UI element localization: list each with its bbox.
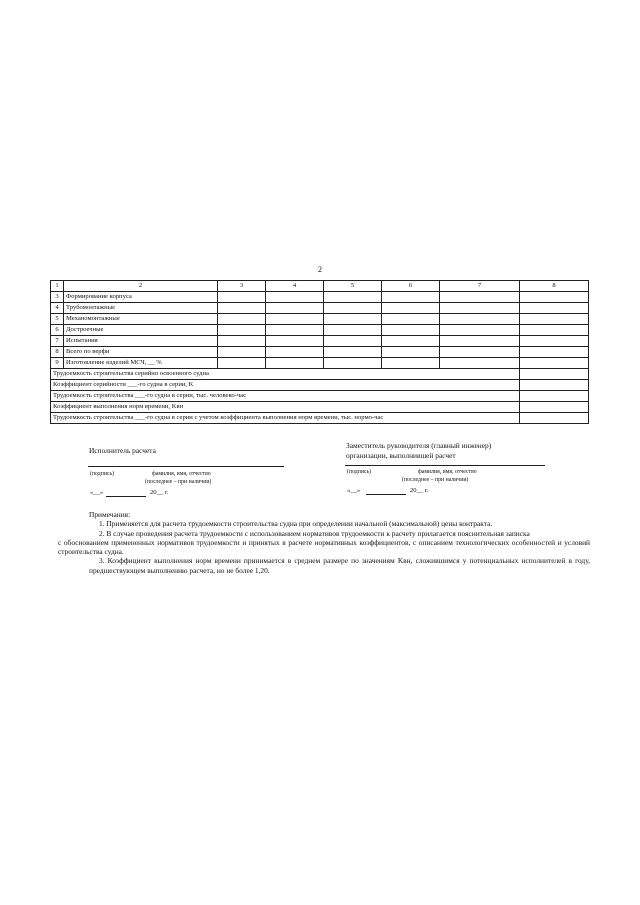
row-number: 3 (51, 292, 64, 303)
note-item: с обоснованием примененных нормативов трудоемкости и принятых в расчете нормативных коэффициентов, с описанием технологических особенностей и условий строительства судна. (58, 537, 590, 557)
executor-sign-label: (подпись) (90, 471, 115, 477)
labor-table (50, 280, 589, 424)
row-label: Формирование корпуса (64, 292, 218, 303)
summary-label: Коэффициент серийности ___-го судна в серии, K (51, 380, 520, 391)
summary-row (51, 413, 589, 424)
summary-label: Трудоемкость строительства ___-го судна в серии, тыс. человеко-час (51, 391, 520, 402)
row-number: 4 (51, 303, 64, 314)
executor-date-line (106, 496, 146, 497)
table-row (51, 325, 589, 336)
deputy-sign-label: (подпись) (347, 469, 372, 475)
executor-signature-line (88, 466, 284, 467)
row-number: 5 (51, 314, 64, 325)
header-cell: 7 (440, 281, 520, 292)
deputy-title-line2: организации, выполнившей расчет (346, 451, 456, 460)
summary-label: Коэффициент выполнения норм времени, Kвн (51, 402, 520, 413)
deputy-date-prefix: «__» (347, 487, 361, 494)
deputy-title-line1: Заместитель руководителя (главный инженер) (346, 441, 492, 450)
summary-label: Трудоемкость строительства серийно освоенного судна (51, 369, 520, 380)
deputy-date-line (366, 494, 406, 495)
row-number: 8 (51, 347, 64, 358)
header-cell: 5 (324, 281, 382, 292)
table-row (51, 303, 589, 314)
summary-row (51, 369, 589, 380)
header-cell: 2 (64, 281, 218, 292)
executor-name-sub: (последнее – при наличии) (145, 479, 212, 485)
executor-title: Исполнитель расчета (89, 446, 156, 455)
row-label: Механомонтажные (64, 314, 218, 325)
row-number: 7 (51, 336, 64, 347)
header-cell: 1 (51, 281, 64, 292)
row-label: Всего по верфи (64, 347, 218, 358)
row-label: Изготовление изделий МСЧ, __ % (64, 358, 218, 369)
executor-date-year: 20__ г. (150, 489, 169, 496)
table-row (51, 314, 589, 325)
row-number: 6 (51, 325, 64, 336)
header-cell: 6 (382, 281, 440, 292)
table-row (51, 347, 589, 358)
header-cell: 4 (266, 281, 324, 292)
note-item: 3. Коэффициент выполнения норм времени принимается в среднем размере по значениям Kвн, сложившимся у потенциальных исполнителей в году, предшествующем выполнению расчета, но не более 1,20. (89, 556, 590, 575)
deputy-signature-line (345, 465, 545, 466)
row-label: Достроечные (64, 325, 218, 336)
table-header-row (51, 281, 589, 292)
deputy-date-year: 20__ г. (410, 487, 429, 494)
row-label: Испытания (64, 336, 218, 347)
page-number: 2 (318, 265, 322, 274)
deputy-name-sub: (последнее – при наличии) (402, 477, 469, 483)
notes-heading: Примечания: (89, 510, 131, 519)
deputy-name-label: фамилия, имя, отчество (418, 469, 477, 475)
notes-section (58, 510, 590, 575)
row-label: Трубомонтажные (64, 303, 218, 314)
executor-date-prefix: «__» (90, 489, 104, 496)
row-number: 9 (51, 358, 64, 369)
summary-label: Трудоемкость строительства ___-го судна в серии с учетом коэффициента выполнения норм времени, тыс. нормо-час (51, 413, 520, 424)
summary-row (51, 391, 589, 402)
table-row (51, 358, 589, 369)
executor-name-label: фамилия, имя, отчество (152, 471, 211, 477)
table-row (51, 292, 589, 303)
header-cell: 8 (520, 281, 589, 292)
table-row (51, 336, 589, 347)
header-cell: 3 (218, 281, 266, 292)
summary-row (51, 380, 589, 391)
summary-row (51, 402, 589, 413)
note-item: 1. Применяется для расчета трудоемкости строительства судна при определении начальной (максимальной) цены контракта. (99, 519, 493, 529)
note-item: 2. В случае проведения расчета трудоемкости с использованием нормативов трудоемкости к расчету прилагается пояснительная записка (99, 528, 530, 538)
